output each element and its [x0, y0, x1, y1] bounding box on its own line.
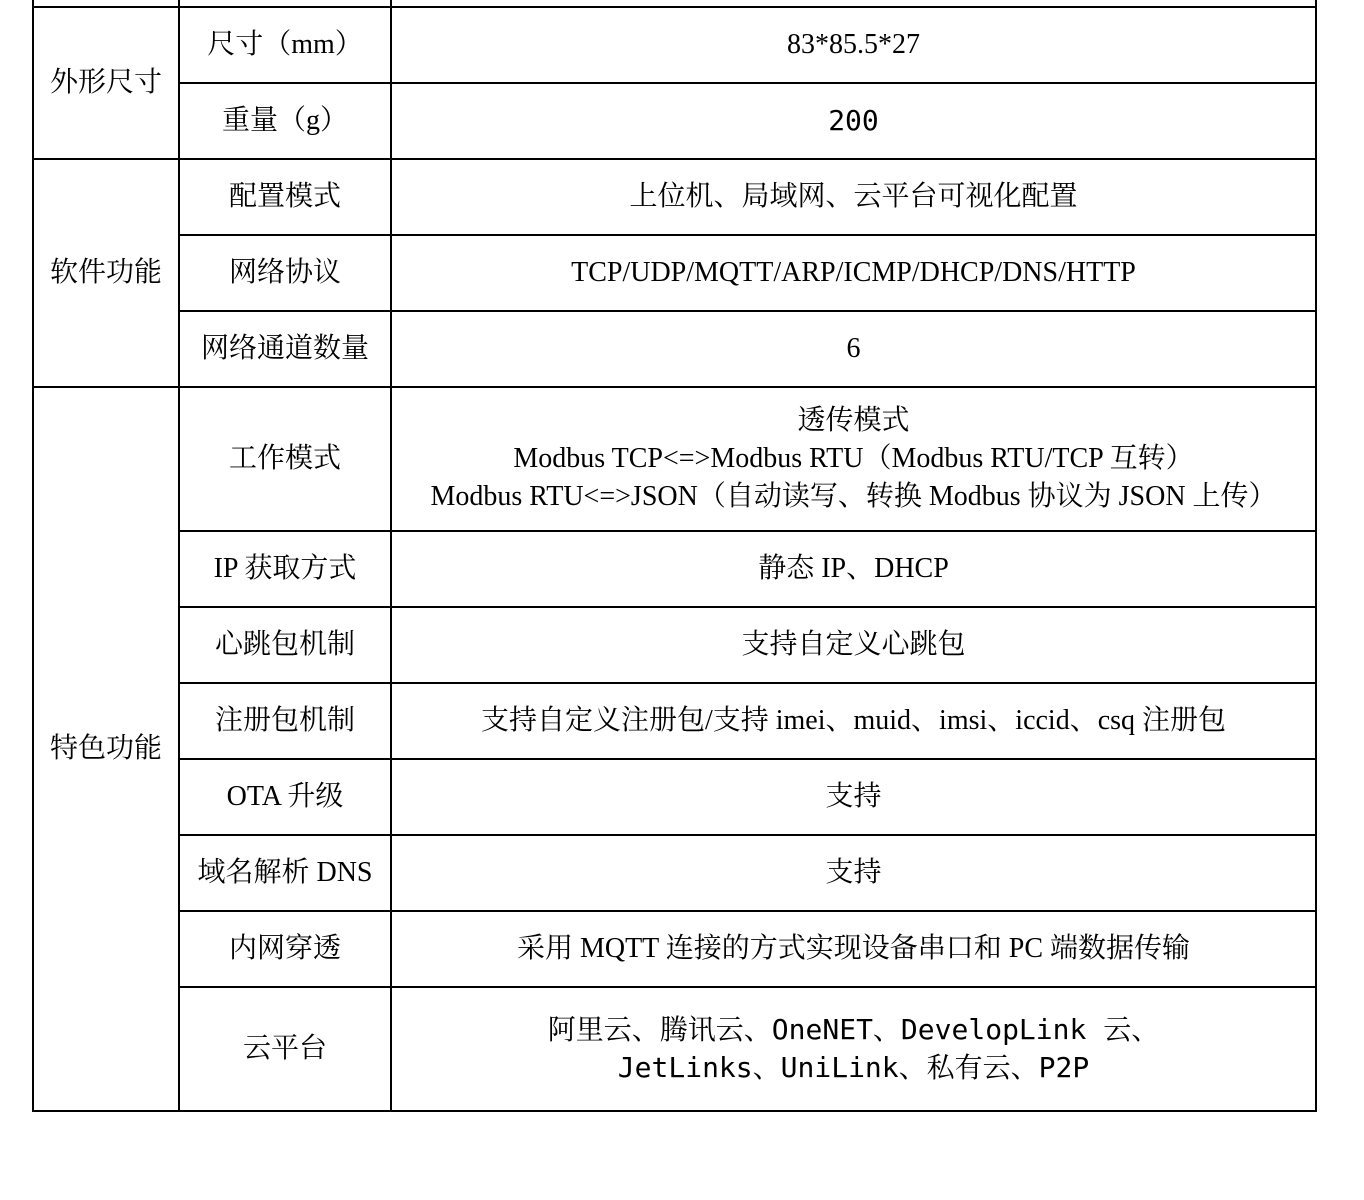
table-row [33, 159, 1316, 235]
group-cell-software: 软件功能 [33, 159, 179, 387]
value-cell [391, 387, 1316, 531]
group-cell-features: 特色功能 [33, 387, 179, 1111]
table-row [33, 911, 1316, 987]
value-line: Modbus RTU<=>JSON（自动读写、转换 Modbus 协议为 JSON 上传） [430, 481, 1277, 512]
label-cell: 域名解析 DNS [179, 835, 391, 911]
value-cell: 支持 [391, 835, 1316, 911]
table-row [33, 607, 1316, 683]
value-cell [391, 0, 1316, 7]
label-cell: 云平台 [179, 987, 391, 1111]
table-row [33, 387, 1316, 531]
table-row [33, 0, 1316, 7]
value-cell: 静态 IP、DHCP [391, 531, 1316, 607]
value-line: 透传模式 [797, 405, 910, 436]
value-line: Modbus TCP<=>Modbus RTU（Modbus RTU/TCP 互转） [513, 443, 1194, 474]
label-cell: 内网穿透 [179, 911, 391, 987]
table-row [33, 235, 1316, 311]
table-row [33, 683, 1316, 759]
label-cell: 注册包机制 [179, 683, 391, 759]
value-cell [391, 987, 1316, 1111]
label-cell: 网络协议 [179, 235, 391, 311]
label-cell: 尺寸（mm） [179, 7, 391, 83]
value-cell: 200 [391, 83, 1316, 159]
label-cell: IP 获取方式 [179, 531, 391, 607]
label-cell [179, 0, 391, 7]
label-cell: OTA 升级 [179, 759, 391, 835]
table-row [33, 835, 1316, 911]
label-cell: 网络通道数量 [179, 311, 391, 387]
value-cell: 6 [391, 311, 1316, 387]
value-cell: 支持自定义注册包/支持 imei、muid、imsi、iccid、csq 注册包 [391, 683, 1316, 759]
label-cell: 重量（g） [179, 83, 391, 159]
table-row [33, 311, 1316, 387]
label-cell: 心跳包机制 [179, 607, 391, 683]
value-line: 阿里云、腾讯云、OneNET、DevelopLink 云、 [547, 1013, 1160, 1046]
group-cell [33, 0, 179, 7]
label-cell: 工作模式 [179, 387, 391, 531]
table-row [33, 7, 1316, 83]
spec-table [32, 0, 1317, 1112]
value-cell: 83*85.5*27 [391, 7, 1316, 83]
value-cell: 支持 [391, 759, 1316, 835]
value-cell: 上位机、局域网、云平台可视化配置 [391, 159, 1316, 235]
label-cell: 配置模式 [179, 159, 391, 235]
value-line: JetLinks、UniLink、私有云、P2P [617, 1051, 1090, 1084]
value-cell: TCP/UDP/MQTT/ARP/ICMP/DHCP/DNS/HTTP [391, 235, 1316, 311]
value-cell: 采用 MQTT 连接的方式实现设备串口和 PC 端数据传输 [391, 911, 1316, 987]
table-row [33, 531, 1316, 607]
value-cell: 支持自定义心跳包 [391, 607, 1316, 683]
table-row [33, 83, 1316, 159]
table-row [33, 759, 1316, 835]
group-cell-dimensions: 外形尺寸 [33, 7, 179, 159]
table-row [33, 987, 1316, 1111]
